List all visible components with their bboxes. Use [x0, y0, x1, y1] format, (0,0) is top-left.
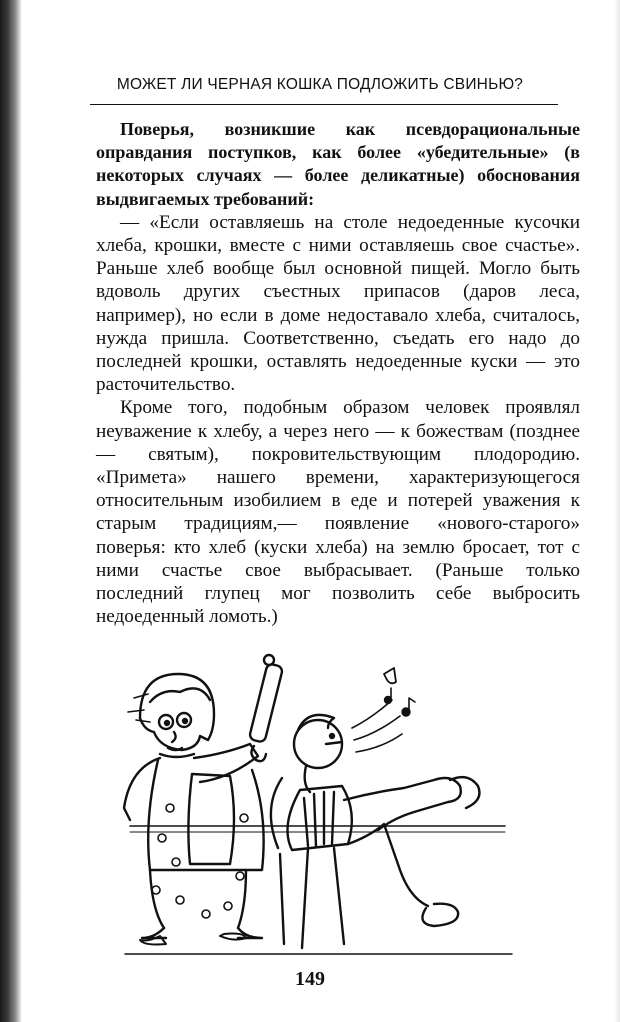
cartoon-illustration [120, 648, 520, 960]
header-rule [90, 104, 558, 105]
running-title: МОЖЕТ ЛИ ЧЕРНАЯ КОШКА ПОДЛОЖИТЬ СВИНЬЮ? [116, 76, 524, 93]
paragraph-respect: Кроме того, подобным образом человек проявлял неуважение к хлебу, а через него — к божествам (позднее — святым), покровительствующим плодородию. «Примета» нашего времени, характеризующегося относительным изобилием в еде и потерей уважения к старым традициям,— появление «нового-старого» поверья: кто хлеб (куски хлеба) на землю бросает, тот с ними счастье свое выбрасывает. (Раньше только последний глупец мог позволить себе выбросить недоеденный ломоть.) [96, 397, 580, 628]
paragraph-bread-belief: — «Если оставляешь на столе недоеденные кусочки хлеба, крошки, вместе с ними оставляешь свое счастье». Раньше хлеб вообще был основной пищей. Могло быть вдоволь других съестных припасов (даров леса, например), но если в доме недоставало хлеба, считалось, нужда пришла. Соответственно, съедать его надо до последней крошки, оставлять недоеденные куски — это расточительство. [96, 211, 580, 396]
cartoon-woman-with-rolling-pin-and-whistling-man-icon [120, 648, 520, 960]
book-spine-shadow [0, 0, 22, 1022]
paragraph-intro: Поверья, возникшие как псевдорациональные оправдания поступков, как более «убедительные» (в некоторых случаях — более деликатные) обоснования выдвигаемых требований: [96, 119, 580, 209]
page-text [96, 118, 580, 628]
page-edge-shadow [614, 0, 620, 1022]
page-number: 149 [295, 968, 325, 990]
woman-figure [124, 655, 283, 945]
man-figure [271, 668, 480, 948]
